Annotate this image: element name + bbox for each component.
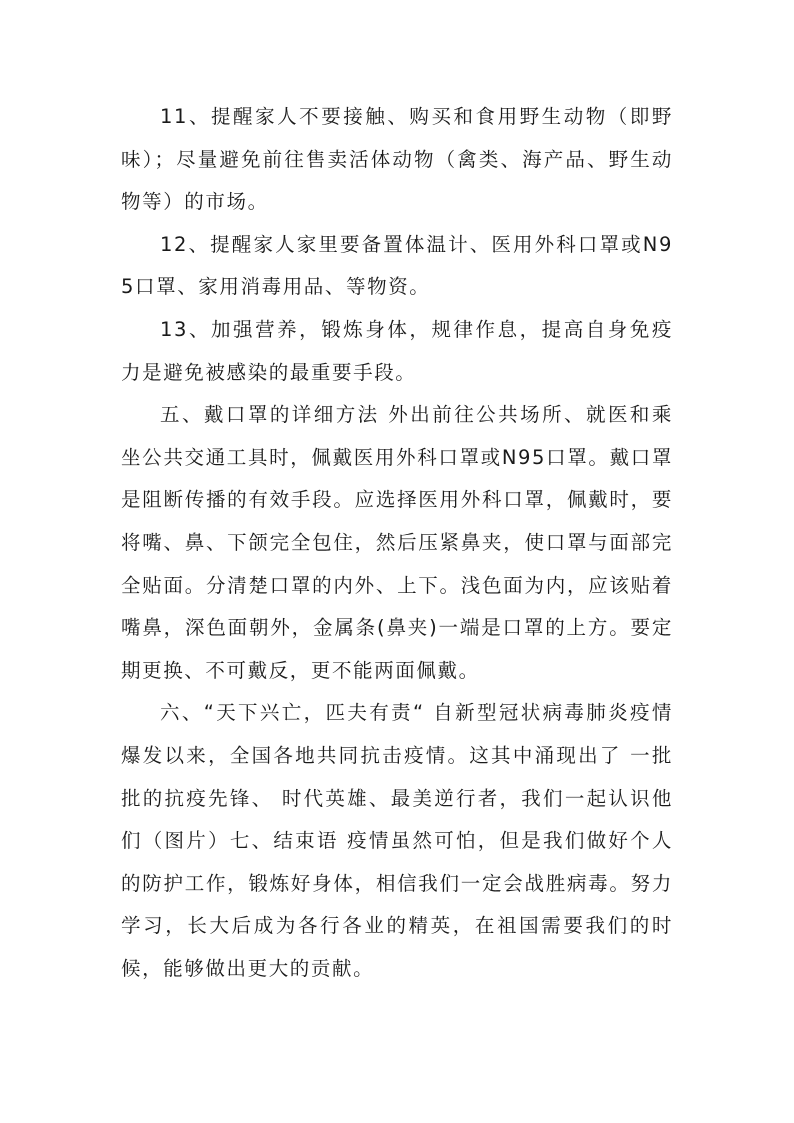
paragraph-item-13: 13、加强营养，锻炼身体，规律作息，提高自身免疫力是避免被感染的最重要手段。: [121, 317, 673, 384]
document-body: [121, 96, 673, 990]
paragraph-item-12: 12、提醒家人家里要备置体温计、医用外科口罩或N95口罩、家用消毒用品、等物资。: [121, 232, 673, 299]
paragraph-mask-method: 五、戴口罩的详细方法 外出前往公共场所、就医和乘坐公共交通工具时，佩戴医用外科口罩或N95口罩。戴口罩是阻断传播的有效手段。应选择医用外科口罩，佩戴时，要将嘴、鼻、下颌完全包住，然后压紧鼻夹，使口罩与面部完全贴面。分清楚口罩的内外、上下。浅色面为内，应该贴着嘴鼻，深色面朝外，金属条(鼻夹)一端是口罩的上方。要定期更换、不可戴反，更不能两面佩戴。: [121, 403, 673, 682]
paragraph-item-11: 11、提醒家人不要接触、购买和食用野生动物（即野味）；尽量避免前往售卖活体动物（禽类、海产品、野生动物等）的市场。: [121, 105, 673, 214]
paragraph-heroes-conclusion: 六、“天下兴亡，匹夫有责“ 自新型冠状病毒肺炎疫情爆发以来，全国各地共同抗击疫情。这其中涌现出了 一批批的抗疫先锋、 时代英雄、最美逆行者，我们一起认识他们（图片）七、结束语 疫情虽然可怕，但是我们做好个人的防护工作，锻炼好身体，相信我们一定会战胜病毒。努力学习，长大后成为各行各业的精英，在祖国需要我们的时候，能够做出更大的贡献。: [121, 701, 673, 980]
